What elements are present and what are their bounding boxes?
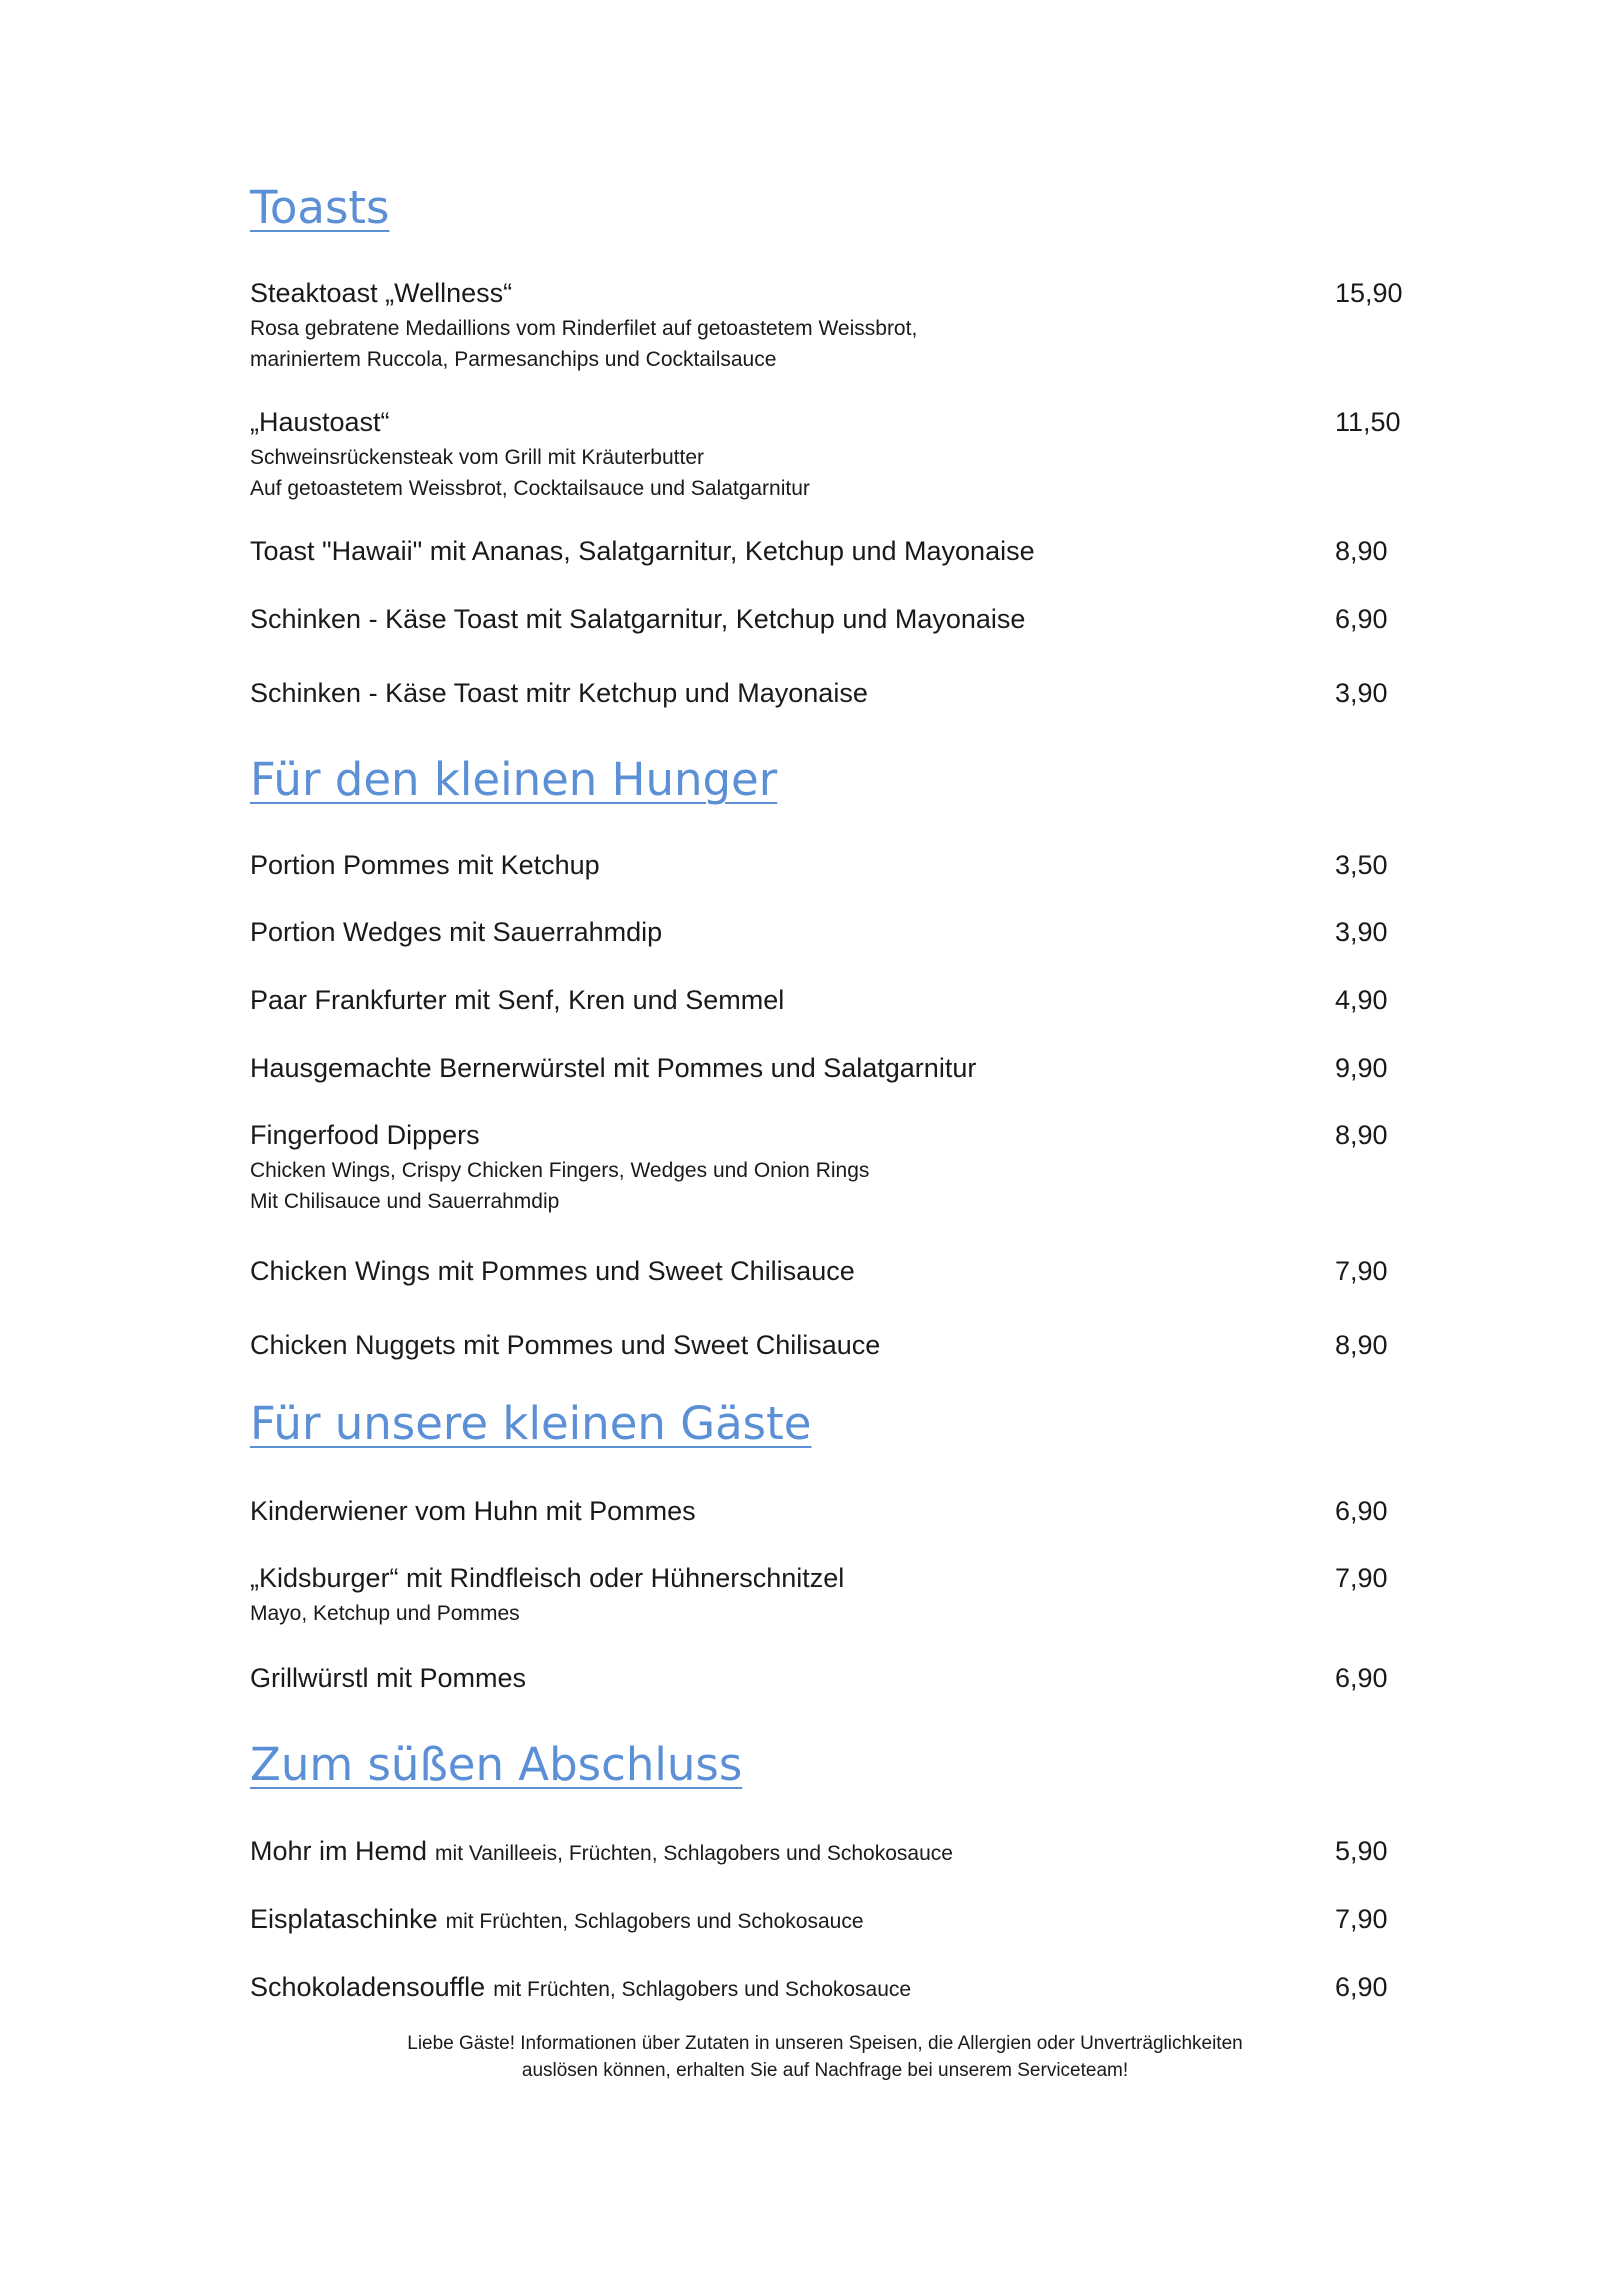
item-description: Rosa gebratene Medaillions vom Rinderfilet auf getoastetem Weissbrot,: [250, 317, 918, 340]
item-price: 8,90: [1335, 1120, 1388, 1150]
item-price: 6,90: [1335, 604, 1388, 634]
menu-item-frankfurter: [250, 980, 1400, 1020]
item-price: 8,90: [1335, 536, 1388, 566]
menu-item-schinken-kaese-toast-salat: [250, 599, 1400, 639]
item-name: „Kidsburger“ mit Rindfleisch oder Hühnerschnitzel: [250, 1563, 845, 1593]
item-price: 7,90: [1335, 1256, 1388, 1286]
menu-item-grillwuerstl: [250, 1658, 1400, 1698]
menu-item-eisplataschinke: [250, 1899, 1400, 1939]
item-price: 7,90: [1335, 1563, 1388, 1593]
item-price: 8,90: [1335, 1330, 1388, 1360]
item-description: Chicken Wings, Crispy Chicken Fingers, Wedges und Onion Rings: [250, 1159, 870, 1182]
item-name: Hausgemachte Bernerwürstel mit Pommes und Salatgarnitur: [250, 1053, 977, 1083]
item-price: 3,90: [1335, 917, 1388, 947]
item-name: Portion Pommes mit Ketchup: [250, 850, 600, 880]
item-name: Steaktoast „Wellness“: [250, 278, 513, 308]
item-price: 7,90: [1335, 1904, 1388, 1934]
item-name: Eisplataschinke: [250, 1904, 438, 1934]
item-name: Chicken Wings mit Pommes und Sweet Chilisauce: [250, 1256, 855, 1286]
item-name: Schokoladensouffle: [250, 1972, 486, 2002]
menu-item-kinderwiener: [250, 1491, 1400, 1531]
item-price: 4,90: [1335, 985, 1388, 1015]
item-name: Schinken - Käse Toast mit Salatgarnitur, Ketchup und Mayonaise: [250, 604, 1026, 634]
menu-item-chicken-nuggets: [250, 1325, 1400, 1365]
item-description: Auf getoastetem Weissbrot, Cocktailsauce und Salatgarnitur: [250, 477, 810, 500]
menu-item-kidsburger: [250, 1558, 1400, 1629]
item-description: mariniertem Ruccola, Parmesanchips und Cocktailsauce: [250, 348, 777, 371]
item-name: Portion Wedges mit Sauerrahmdip: [250, 917, 663, 947]
menu-item-chicken-wings: [250, 1251, 1400, 1291]
item-name: Grillwürstl mit Pommes: [250, 1663, 527, 1693]
section-heading-dessert: Zum süßen Abschluss: [250, 1738, 743, 1791]
item-price: 9,90: [1335, 1053, 1388, 1083]
section-heading-toasts: Toasts: [250, 181, 390, 234]
menu-item-steaktoast: [250, 273, 1403, 375]
menu-item-mohr-im-hemd: [250, 1831, 1400, 1871]
menu-item-pommes: [250, 845, 1400, 885]
item-description: Schweinsrückensteak vom Grill mit Kräuterbutter: [250, 446, 704, 469]
menu-item-fingerfood: [250, 1115, 1400, 1217]
item-price: 6,90: [1335, 1663, 1388, 1693]
allergen-notice: [250, 2030, 1400, 2084]
item-price: 3,90: [1335, 678, 1388, 708]
menu-item-schokoladensouffle: [250, 1967, 1400, 2007]
item-name: Schinken - Käse Toast mitr Ketchup und Mayonaise: [250, 678, 868, 708]
section-heading-kids: Für unsere kleinen Gäste: [250, 1397, 812, 1450]
item-name: Paar Frankfurter mit Senf, Kren und Semmel: [250, 985, 785, 1015]
item-description: Mit Chilisauce und Sauerrahmdip: [250, 1190, 560, 1213]
menu-item-toast-hawaii: [250, 531, 1400, 571]
menu-item-haustoast: [250, 402, 1400, 504]
item-name: Toast "Hawaii" mit Ananas, Salatgarnitur, Ketchup und Mayonaise: [250, 536, 1035, 566]
allergen-notice-line: auslösen können, erhalten Sie auf Nachfrage bei unserem Serviceteam!: [521, 2060, 1129, 2081]
menu-item-schinken-kaese-toast: [250, 673, 1400, 713]
item-description: mit Früchten, Schlagobers und Schokosauce: [493, 1978, 912, 2001]
item-price: 6,90: [1335, 1496, 1388, 1526]
item-price: 15,90: [1335, 278, 1403, 308]
menu-item-wedges: [250, 912, 1400, 952]
item-name: Kinderwiener vom Huhn mit Pommes: [250, 1496, 696, 1526]
item-price: 5,90: [1335, 1836, 1388, 1866]
item-name: Chicken Nuggets mit Pommes und Sweet Chilisauce: [250, 1330, 881, 1360]
allergen-notice-line: Liebe Gäste! Informationen über Zutaten in unseren Speisen, die Allergien oder Unverträglichkeiten: [407, 2033, 1243, 2054]
section-heading-hunger: Für den kleinen Hunger: [250, 753, 778, 806]
item-description: Mayo, Ketchup und Pommes: [250, 1602, 520, 1625]
item-price: 6,90: [1335, 1972, 1388, 2002]
item-price: 3,50: [1335, 850, 1388, 880]
item-name: Fingerfood Dippers: [250, 1120, 480, 1150]
item-description: mit Früchten, Schlagobers und Schokosauce: [445, 1910, 864, 1933]
item-description: mit Vanilleeis, Früchten, Schlagobers und Schokosauce: [435, 1842, 953, 1865]
item-price: 11,50: [1335, 407, 1401, 437]
item-name: Mohr im Hemd: [250, 1836, 428, 1866]
menu-item-bernerwuerstel: [250, 1048, 1400, 1088]
item-name: „Haustoast“: [250, 407, 390, 437]
